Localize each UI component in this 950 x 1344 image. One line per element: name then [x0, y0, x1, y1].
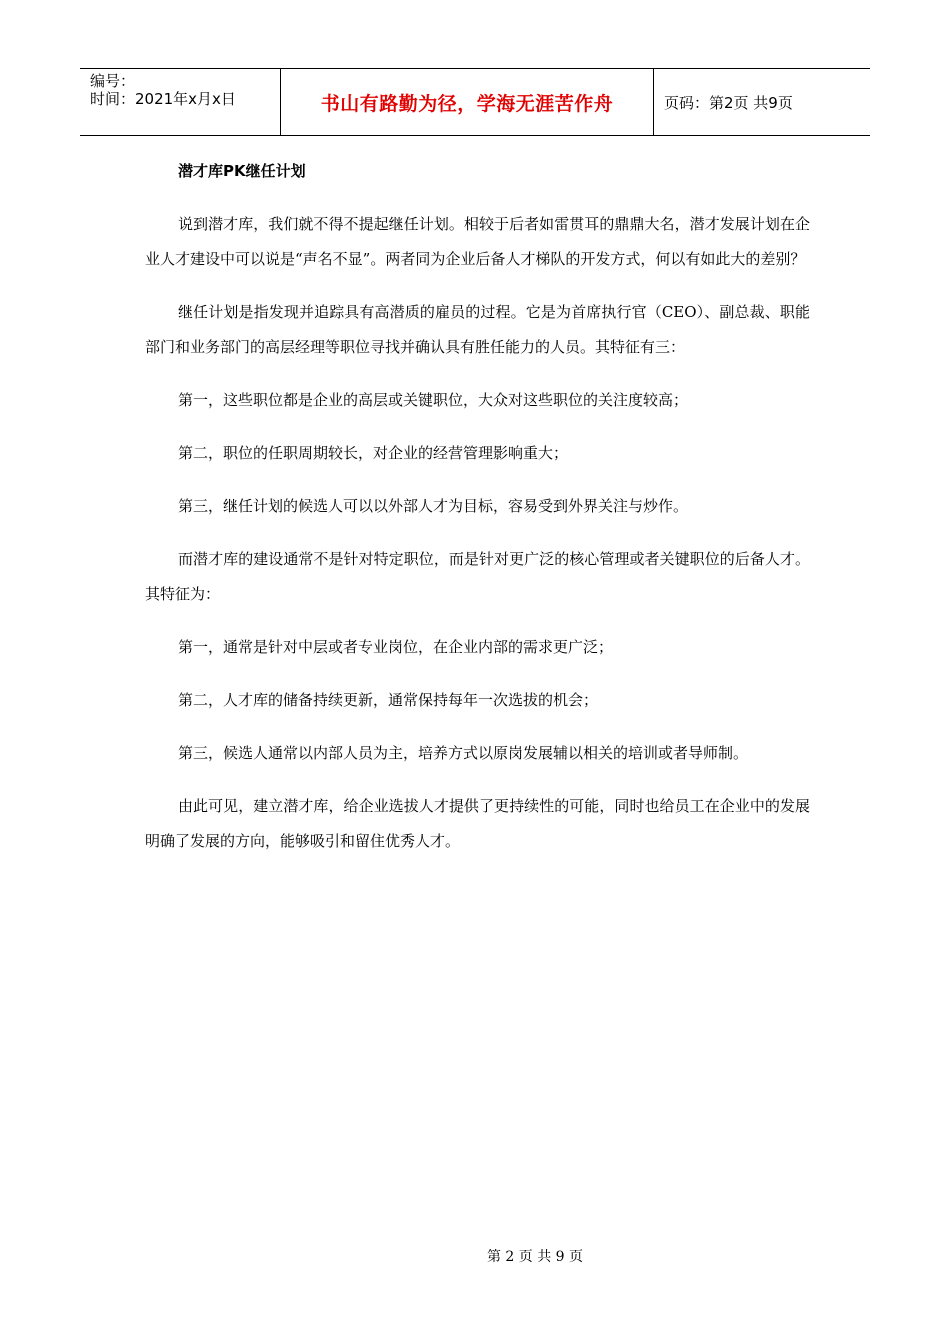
paragraph: 由此可见，建立潜才库，给企业选拔人才提供了更持续性的可能，同时也给员工在企业中的发展明确了发展的方向，能够吸引和留住优秀人才。	[145, 797, 810, 850]
header-meta-cell	[80, 69, 281, 135]
paragraph: 而潜才库的建设通常不是针对特定职位，而是针对更广泛的核心管理或者关键职位的后备人才。其特征为：	[145, 550, 810, 603]
page-footer: 第 2 页 共 9 页	[486, 1249, 584, 1265]
paragraph: 第一，通常是针对中层或者专业岗位，在企业内部的需求更广泛；	[178, 638, 614, 656]
paragraph: 第二，职位的任职周期较长，对企业的经营管理影响重大；	[178, 444, 569, 462]
document-code-label: 编号：	[90, 72, 136, 90]
header-motto: 书山有路勤为径，学海无涯苦作舟	[281, 69, 654, 135]
paragraph: 第三，继任计划的候选人可以以外部人才为目标，容易受到外界关注与炒作。	[178, 497, 689, 515]
paragraph: 第一，这些职位都是企业的高层或关键职位，大众对这些职位的关注度较高；	[178, 391, 689, 409]
article-body	[145, 150, 810, 877]
header-page-info: 页码：第2页 共9页	[664, 93, 793, 112]
paragraph: 第三，候选人通常以内部人员为主，培养方式以原岗发展辅以相关的培训或者导师制。	[178, 744, 749, 762]
page-header	[80, 68, 870, 136]
document-date: 时间：2021年x月x日	[90, 90, 236, 108]
article-title: 潜才库PK继任计划	[178, 162, 306, 180]
paragraph: 继任计划是指发现并追踪具有高潜质的雇员的过程。它是为首席执行官（CEO）、副总裁、职能部门和业务部门的高层经理等职位寻找并确认具有胜任能力的人员。其特征有三：	[145, 303, 810, 356]
paragraph: 第二，人才库的储备持续更新，通常保持每年一次选拔的机会；	[178, 691, 599, 709]
paragraph: 说到潜才库，我们就不得不提起继任计划。相较于后者如雷贯耳的鼎鼎大名，潜才发展计划在企业人才建设中可以说是“声名不显”。两者同为企业后备人才梯队的开发方式，何以有如此大的差别？	[145, 215, 810, 268]
